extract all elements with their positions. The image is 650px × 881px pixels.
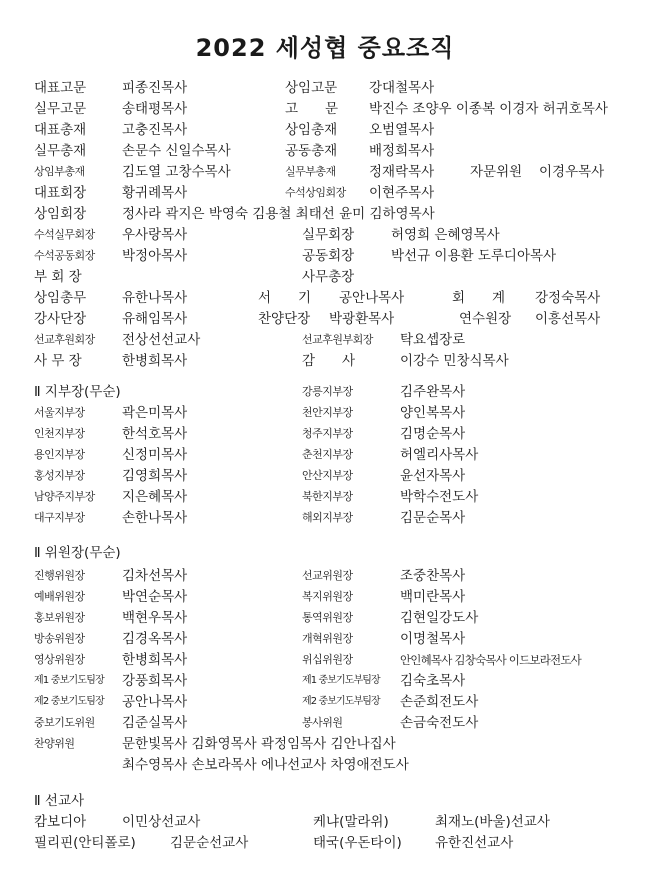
person-names: 김현일강도사 <box>400 610 479 626</box>
person-names: 강정숙목사 <box>535 290 601 306</box>
person-names: 오범열목사 <box>369 122 435 138</box>
role-label: 연수원장 <box>459 311 512 327</box>
role-label: 제2 중보기도부팀장 <box>302 696 380 707</box>
person-names: 정재락목사 <box>369 164 435 180</box>
missionary-row <box>0 812 650 832</box>
person-names: 이강수 민창식목사 <box>400 353 509 369</box>
person-names: 김경옥목사 <box>122 631 188 647</box>
committee-row <box>0 692 650 712</box>
person-names: 박학수전도사 <box>400 489 479 505</box>
role-label: 용인지부장 <box>34 448 85 461</box>
committee-row <box>0 587 650 607</box>
role-label: 사무총장 <box>302 269 355 285</box>
role-label: 상임회장 <box>34 206 87 222</box>
committee-row <box>0 734 650 754</box>
role-label: 봉사위원 <box>302 716 343 729</box>
role-label: 중보기도위원 <box>34 716 95 729</box>
officer-row <box>0 183 650 203</box>
committee-row <box>0 671 650 691</box>
officer-row <box>0 330 650 350</box>
person-names: 유한진선교사 <box>435 835 514 851</box>
role-label: 상임총재 <box>285 122 338 138</box>
person-names: 이현주목사 <box>369 185 435 201</box>
role-label: 선교위원장 <box>302 569 353 582</box>
role-label: 상임총무 <box>34 290 87 306</box>
officer-row <box>0 78 650 98</box>
person-names: 최재노(바울)선교사 <box>435 814 550 830</box>
person-names: 허엘리사목사 <box>400 447 479 463</box>
role-label: 공동회장 <box>302 248 355 264</box>
branch-row <box>0 403 650 423</box>
person-names: 한병희목사 <box>122 353 188 369</box>
person-names: 백현우목사 <box>122 610 188 626</box>
branch-row <box>0 424 650 444</box>
officer-row <box>0 99 650 119</box>
person-names: 박연순목사 <box>122 589 188 605</box>
person-names: 양인복목사 <box>400 405 466 421</box>
role-label: 제1 중보기도부팀장 <box>302 675 380 686</box>
person-names: 고충진목사 <box>122 122 188 138</box>
person-names: 윤선자목사 <box>400 468 466 484</box>
person-names: 박광환목사 <box>329 311 395 327</box>
role-label: 수석공동회장 <box>34 249 95 262</box>
missionary-row <box>0 833 650 853</box>
committee-row <box>0 566 650 586</box>
role-label: 강릉지부장 <box>302 385 353 398</box>
role-label: 공동총재 <box>285 143 338 159</box>
role-label: 상임부총재 <box>34 165 85 178</box>
person-names: 유해임목사 <box>122 311 188 327</box>
person-names: 허영희 은혜영목사 <box>391 227 500 243</box>
person-names: 조중찬목사 <box>400 568 466 584</box>
person-names: 전상선선교사 <box>122 332 201 348</box>
person-names: 손한나목사 <box>122 510 188 526</box>
person-names: 한석호목사 <box>122 426 188 442</box>
person-names: 박선규 이용환 도루디아목사 <box>391 248 557 264</box>
role-label: 통역위원장 <box>302 611 353 624</box>
role-label: 자문위원 <box>470 164 523 180</box>
officer-row <box>0 288 650 308</box>
role-label: 실무부총재 <box>285 165 336 178</box>
role-label: 선교후원부회장 <box>302 333 373 346</box>
person-names: 정사라 곽지은 박영숙 김용철 최태선 윤미 김하영목사 <box>122 206 435 222</box>
person-names: 배정희목사 <box>369 143 435 159</box>
person-names: 한병희목사 <box>122 652 188 668</box>
role-label: 대표고문 <box>34 80 87 96</box>
person-names: 김영희목사 <box>122 468 188 484</box>
branch-row <box>0 445 650 465</box>
role-label: 홍보위원장 <box>34 611 85 624</box>
person-names: 강대철목사 <box>369 80 435 96</box>
person-names: 이명철목사 <box>400 631 466 647</box>
role-label: 찬양단장 <box>258 311 311 327</box>
role-label: 강사단장 <box>34 311 87 327</box>
branch-row <box>0 487 650 507</box>
committee-row <box>0 713 650 733</box>
role-label: 상임고문 <box>285 80 338 96</box>
role-label: 대구지부장 <box>34 511 85 524</box>
person-names: 공안나목사 <box>122 694 188 710</box>
role-label: 위십위원장 <box>302 653 353 666</box>
role-label: 사 무 장 <box>34 353 82 369</box>
person-names: 강풍희목사 <box>122 673 188 689</box>
role-label: 회 계 <box>452 290 506 306</box>
officer-row <box>0 225 650 245</box>
country-label: 필리핀(안티폴로) <box>34 835 136 851</box>
role-label: 찬양위원 <box>34 737 75 750</box>
role-label: 고 문 <box>285 101 339 117</box>
role-label: 인천지부장 <box>34 427 85 440</box>
officer-row <box>0 204 650 224</box>
person-names: 손금숙전도사 <box>400 715 479 731</box>
role-label: 춘천지부장 <box>302 448 353 461</box>
person-names: 김문순선교사 <box>170 835 249 851</box>
person-names: 송태평목사 <box>122 101 188 117</box>
role-label: 감 사 <box>302 353 356 369</box>
role-label: 부 회 장 <box>34 269 82 285</box>
person-names: 지은혜목사 <box>122 489 188 505</box>
role-label: 제1 중보기도팀장 <box>34 675 104 686</box>
officer-row <box>0 141 650 161</box>
officer-row <box>0 120 650 140</box>
committee-row <box>0 755 650 775</box>
committee-row <box>0 608 650 628</box>
officer-row <box>0 246 650 266</box>
person-names: 이흥선목사 <box>535 311 601 327</box>
person-names: 최수영목사 손보라목사 에나선교사 차영애전도사 <box>122 757 409 773</box>
role-label: 수석상임회장 <box>285 186 346 199</box>
role-label: 선교후원회장 <box>34 333 95 346</box>
page-title: 2022 세성협 중요조직 <box>195 34 455 62</box>
role-label: 천안지부장 <box>302 406 353 419</box>
role-label: 복지위원장 <box>302 590 353 603</box>
person-names: 공안나목사 <box>339 290 405 306</box>
country-label: 캄보디아 <box>34 814 87 830</box>
branch-row <box>0 508 650 528</box>
country-label: 태국(우돈타이) <box>313 835 402 851</box>
person-names: 손준희전도사 <box>400 694 479 710</box>
section-heading: Ⅱ 위원장(무순) <box>34 545 121 561</box>
committee-row <box>0 650 650 670</box>
role-label: 청주지부장 <box>302 427 353 440</box>
officer-row <box>0 267 650 287</box>
section-heading: Ⅱ 지부장(무순) <box>34 384 121 400</box>
role-label: 수석실무회장 <box>34 228 95 241</box>
role-label: 서 기 <box>258 290 312 306</box>
person-names: 김도열 고창수목사 <box>122 164 231 180</box>
role-label: 북한지부장 <box>302 490 353 503</box>
role-label: 영상위원장 <box>34 653 85 666</box>
person-names: 김차선목사 <box>122 568 188 584</box>
person-names: 피종진목사 <box>122 80 188 96</box>
person-names: 이민상선교사 <box>122 814 201 830</box>
role-label: 안산지부장 <box>302 469 353 482</box>
officer-row <box>0 351 650 371</box>
person-names: 황귀례목사 <box>122 185 188 201</box>
role-label: 홍성지부장 <box>34 469 85 482</box>
officer-row <box>0 309 650 329</box>
role-label: 방송위원장 <box>34 632 85 645</box>
person-names: 탁요셉장로 <box>400 332 466 348</box>
person-names: 김숙초목사 <box>400 673 466 689</box>
role-label: 대표회장 <box>34 185 87 201</box>
person-names: 우사랑목사 <box>122 227 188 243</box>
role-label: 실무총재 <box>34 143 87 159</box>
person-names: 박정아목사 <box>122 248 188 264</box>
section-row <box>0 543 650 563</box>
person-names: 박진수 조양우 이종복 이경자 허귀호목사 <box>369 101 608 117</box>
role-label: 진행위원장 <box>34 569 85 582</box>
person-names: 안인혜목사 김창숙목사 이드보라전도사 <box>400 653 581 667</box>
country-label: 케냐(말라위) <box>313 814 389 830</box>
person-names: 김명순목사 <box>400 426 466 442</box>
role-label: 대표총재 <box>34 122 87 138</box>
person-names: 곽은미목사 <box>122 405 188 421</box>
section-row <box>0 382 650 402</box>
section-heading: Ⅱ 선교사 <box>34 793 85 809</box>
role-label: 남양주지부장 <box>34 490 95 503</box>
role-label: 실무회장 <box>302 227 355 243</box>
officer-row <box>0 162 650 182</box>
role-label: 해외지부장 <box>302 511 353 524</box>
role-label: 서울지부장 <box>34 406 85 419</box>
person-names: 김문순목사 <box>400 510 466 526</box>
person-names: 문한빛목사 김화영목사 곽정임목사 김안나집사 <box>122 736 396 752</box>
person-names: 김주완목사 <box>400 384 466 400</box>
role-label: 예배위원장 <box>34 590 85 603</box>
person-names: 김준실목사 <box>122 715 188 731</box>
role-label: 제2 중보기도팀장 <box>34 696 104 707</box>
section-row <box>0 791 650 811</box>
person-names: 유한나목사 <box>122 290 188 306</box>
committee-row <box>0 629 650 649</box>
branch-row <box>0 466 650 486</box>
role-label: 실무고문 <box>34 101 87 117</box>
person-names: 백미란목사 <box>400 589 466 605</box>
role-label: 개혁위원장 <box>302 632 353 645</box>
person-names: 이경우목사 <box>539 164 605 180</box>
person-names: 손문수 신일수목사 <box>122 143 231 159</box>
person-names: 신정미목사 <box>122 447 188 463</box>
